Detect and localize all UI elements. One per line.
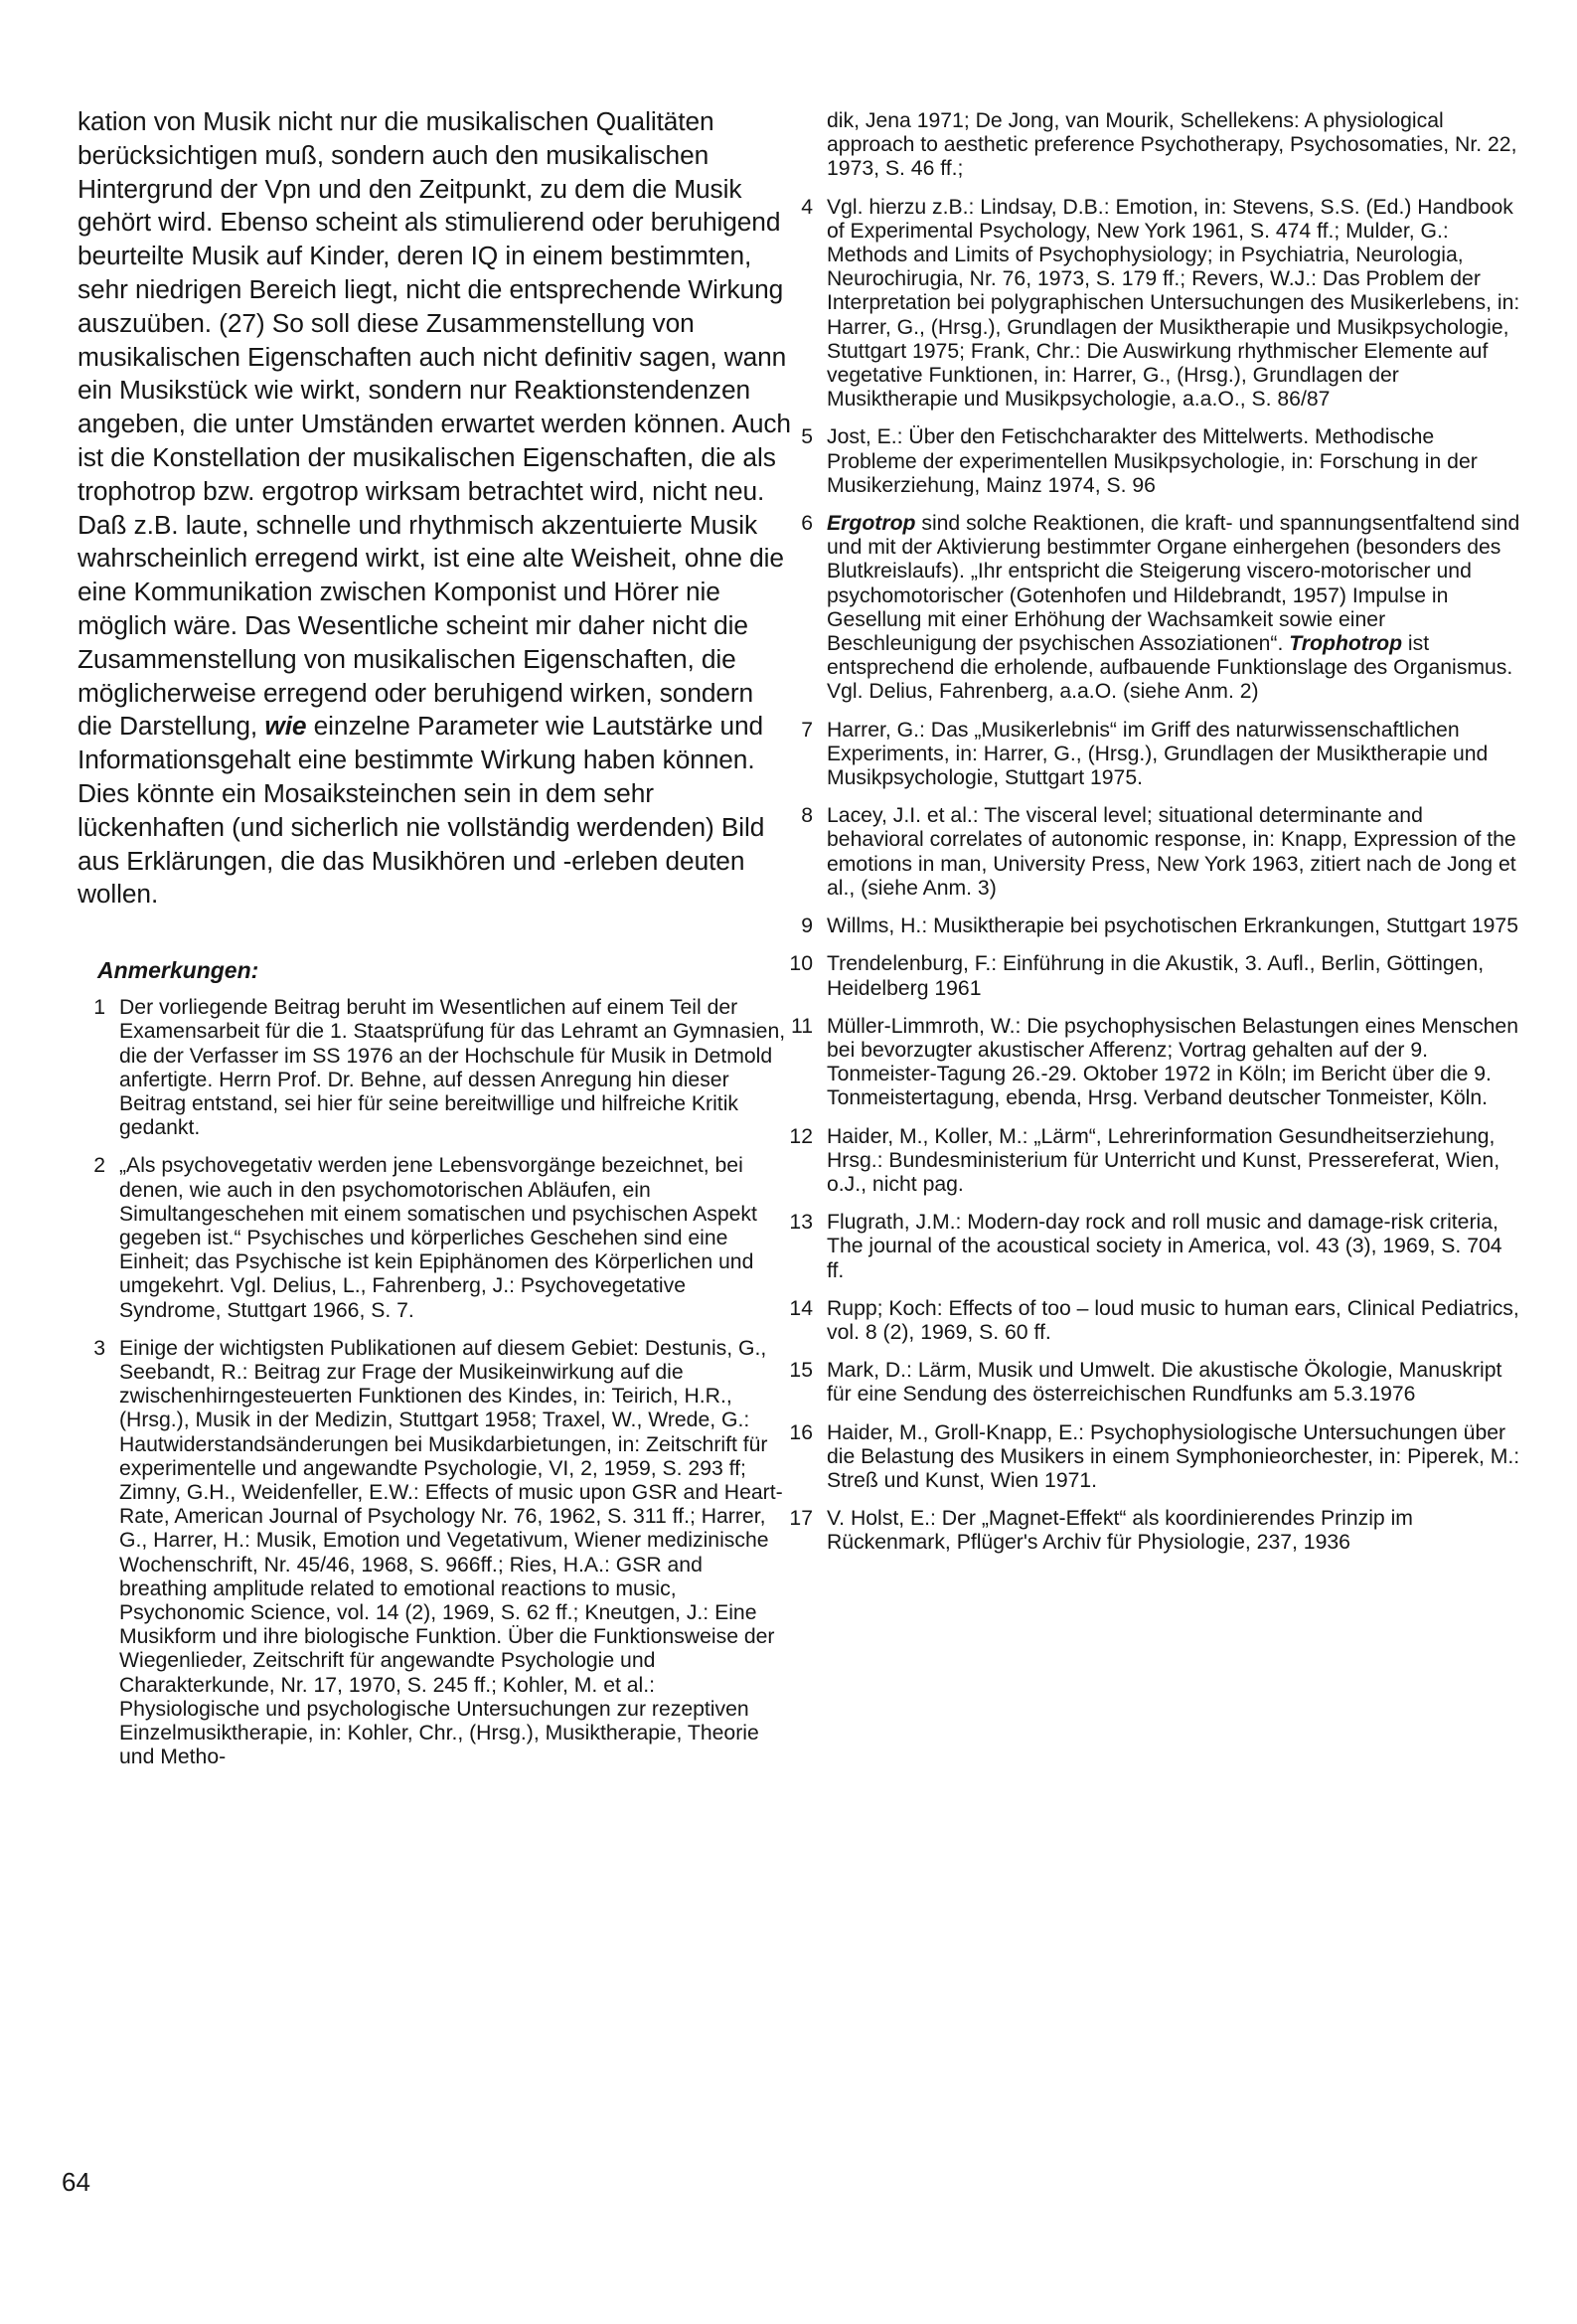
note-text: Rupp; Koch: Effects of too – loud music to human ears, Clinical Pediatrics, vol. 8 (2), 1969, S. 60 ff. xyxy=(827,1296,1519,1344)
note-text: „Als psychovegetativ werden jene Lebensvorgänge bezeichnet, bei denen, wie auch in den psychomotorischen Abläufen, ein Simultangeschehen mit einem somatischen und psychischen Aspekt gegeben ist.“ Psychisches und körperliches Geschehen sind eine Einheit; das Psychische ist kein Epiphänomen des Körperlichen und umgekehrt. Vgl. Delius, L., Fahrenberg, J.: Psychovegetative Syndrome, Stuttgart 1966, S. 7. xyxy=(119,1154,757,1322)
note-number: 14 xyxy=(789,1296,813,1320)
term-trophotrop: Trophotrop xyxy=(1289,632,1403,656)
body-text-part-1: kation von Musik nicht nur die musikalischen Qualitäten berücksichtigen muß, sondern auch den musikalischen Hintergrund der Vpn und den Zeitpunkt, zu dem die Musik gehört wird. Ebenso scheint als stimulierend oder beruhigend beurteilte Musik auf Kinder, deren IQ in einem bestimmten, sehr niedrigen Bereich liegt, nicht die entsprechende Wirkung auszuüben. (27) So soll diese Zusammenstellung von musikalischen Eigenschaften auch nicht definitiv sagen, wann ein Musikstück wie wirkt, sondern nur Reaktionstendenzen angeben, die unter Umständen erwartet werden können. Auch ist die Konstellation der musikalischen Eigenschaften, die als trophotrop bzw. ergotrop wirksam betrachtet wird, nicht neu. Daß z.B. laute, schnelle und rhythmisch akzentuierte Musik wahrscheinlich erregend wirkt, ist eine alte Weisheit, ohne die eine Kommunikation zwischen Komponist und Hörer nie möglich wäre. Das Wesentliche scheint mir daher nicht die Zusammenstellung von musikalischen Eigenschaften, die möglicherweise erregend oder beruhigend wirken, sondern die Darstellung, xyxy=(78,106,791,742)
note-12 xyxy=(789,1124,1522,1198)
note-2 xyxy=(78,1154,793,1322)
note-14 xyxy=(789,1296,1522,1345)
note-number: 10 xyxy=(789,952,813,976)
note-text: Lacey, J.I. et al.: The visceral level; situational determinante and behavioral correlates of autonomic response, in: Knapp, Expression of the emotions in man, University Press, New York 1963, zitiert nach de Jong et al., (siehe Anm. 3) xyxy=(827,804,1516,900)
note-text: Trendelenburg, F.: Einführung in die Akustik, 3. Aufl., Berlin, Göttingen, Heidelberg 1961 xyxy=(827,952,1485,1000)
note-text: Harrer, G.: Das „Musikerlebnis“ im Griff des naturwissenschaftlichen Experiments, in: Harrer, G., (Hrsg.), Grundlagen der Musiktherapie und Musikpsychologie, Stuttgart 1975. xyxy=(827,718,1489,790)
note-text: Mark, D.: Lärm, Musik und Umwelt. Die akustische Ökologie, Manuskript für eine Sendung des österreichischen Rundfunks am 5.3.1976 xyxy=(827,1359,1502,1407)
note-number: 11 xyxy=(791,1014,813,1038)
note-15 xyxy=(789,1359,1522,1407)
note-text: Vgl. hierzu z.B.: Lindsay, D.B.: Emotion, in: Stevens, S.S. (Ed.) Handbook of Experimental Psychology, New York 1961, S. 474 ff.; Mulder, G.: Methods and Limits of Psychophysiology; in Psychiatria, Neurologia, Neurochirugia, Nr. 76, 1973, S. 179 ff.; Revers, W.J.: Das Problem der Interpretation bei polygraphischen Untersuchungen des Musikerlebens, in: Harrer, G., (Hrsg.), Grundlagen der Musiktherapie und Musikpsychologie, Stuttgart 1975; Frank, Chr.: Die Auswirkung rhythmischer Elemente auf vegetative Funktionen, in: Harrer, G., (Hrsg.), Grundlagen der Musiktherapie und Musikpsychologie, a.a.O., S. 86/87 xyxy=(827,195,1520,412)
body-text-part-2: einzelne Parameter wie Lautstärke und Informationsgehalt eine bestimmte Wirkung haben können. Dies könnte ein Mosaiksteinchen sein in dem sehr lückenhaften (und sicherlich nie vollständig werdenden) Bild aus Erklärungen, die das Musikhören und -erleben deuten wollen. xyxy=(78,711,765,910)
note-number: 6 xyxy=(801,512,813,536)
note-number: 13 xyxy=(789,1211,813,1235)
note-text: Haider, M., Groll-Knapp, E.: Psychophysiologische Untersuchungen über die Belastung des Musikers in einem Symphonieorchester, in: Piperek, M.: Streß und Kunst, Wien 1971. xyxy=(827,1420,1520,1492)
note-text: Willms, H.: Musiktherapie bei psychotischen Erkrankungen, Stuttgart 1975 xyxy=(827,914,1518,938)
note-number: 12 xyxy=(789,1124,813,1148)
note-17 xyxy=(789,1507,1522,1555)
note-3 xyxy=(78,1337,793,1770)
note-number: 7 xyxy=(801,718,813,742)
notes-heading: Anmerkungen: xyxy=(97,957,259,984)
note-text-part-2: ist entsprechend die erholende, aufbauende Funktionslage des Organismus. Vgl. Delius, Fahrenberg, a.a.O. (siehe Anm. 2) xyxy=(827,632,1513,704)
note-number: 17 xyxy=(789,1507,813,1531)
note-text: Der vorliegende Beitrag beruht im Wesentlichen auf einem Teil der Examensarbeit für die 1. Staatsprüfung für das Lehramt an Gymnasien, die der Verfasser im SS 1976 an der Hochschule für Musik in Detmold anfertigte. Herrn Prof. Dr. Behne, auf dessen Anregung hin dieser Beitrag entstand, sei hier für seine bereitwillige und hilfreiche Kritik gedankt. xyxy=(119,996,786,1140)
note-11 xyxy=(791,1014,1522,1111)
note-number: 8 xyxy=(801,804,813,828)
note-16 xyxy=(789,1420,1522,1494)
note-number: 9 xyxy=(801,914,813,938)
note-3-continuation: dik, Jena 1971; De Jong, van Mourik, Schellekens: A physiological approach to aesthetic preference Psychotherapy, Psychosomaties, Nr. 22, 1973, S. 46 ff.; xyxy=(827,109,1517,181)
note-6 xyxy=(801,512,1522,705)
note-text: V. Holst, E.: Der „Magnet-Effekt“ als koordinierendes Prinzip im Rückenmark, Pflüger's Archiv für Physiologie, 237, 1936 xyxy=(827,1507,1413,1555)
note-9 xyxy=(801,914,1522,938)
page-number: 64 xyxy=(62,2167,90,2197)
note-4 xyxy=(801,195,1522,413)
note-8 xyxy=(801,804,1522,901)
note-7 xyxy=(801,718,1522,791)
note-text: Haider, M., Koller, M.: „Lärm“, Lehrerinformation Gesundheitserziehung, Hrsg.: Bundesministerium für Unterricht und Kunst, Pressereferat, Wien, o.J., nicht pag. xyxy=(827,1124,1500,1196)
body-paragraph xyxy=(78,105,793,912)
note-5 xyxy=(801,425,1522,498)
left-column xyxy=(78,105,793,1783)
note-number: 15 xyxy=(789,1359,813,1383)
note-text: Einige der wichtigsten Publikationen auf diesem Gebiet: Destunis, G., Seebandt, R.: Beitrag zur Frage der Musikeinwirkung auf die zwischenhirngesteuerten Funktionen des Kindes, in: Teirich, H.R., (Hrsg.), Musik in der Medizin, Stuttgart 1958; Traxel, W., Wrede, G.: Hautwiderstandsänderungen bei Musikdarbietungen, in: Zeitschrift für experimentelle und angewandte Psychologie, VI, 2, 1959, S. 293 ff; Zimny, G.H., Weidenfeller, E.W.: Effects of music upon GSR and Heart-Rate, American Journal of Psychology Nr. 76, 1962, S. 311 ff.; Harrer, G., Harrer, H.: Musik, Emotion und Vegetativum, Wiener medizinische Wochenschrift, Nr. 45/46, 1968, S. 966ff.; Ries, H.A.: GSR and breathing amplitude related to emotional reactions to music, Psychonomic Science, vol. 14 (2), 1969, S. 62 ff.; Kneutgen, J.: Eine Musikform und ihre biologische Funktion. Über die Funktionsweise der Wiegenlieder, Zeitschrift für angewandte Psychologie und Charakterkunde, Nr. 17, 1970, S. 245 ff.; Kohler, M. et al.: Physiologische und psychologische Untersuchungen zur rezeptiven Einzelmusiktherapie, in: Kohler, Chr., (Hrsg.), Musiktherapie, Theorie und Metho- xyxy=(119,1336,783,1769)
note-number: 1 xyxy=(93,996,105,1020)
note-10 xyxy=(789,952,1522,1000)
note-text: Flugrath, J.M.: Modern-day rock and roll music and damage-risk criteria, The journal of the acoustical society in America, vol. 43 (3), 1969, S. 704 ff. xyxy=(827,1211,1502,1282)
note-number: 2 xyxy=(93,1154,105,1178)
term-ergotrop: Ergotrop xyxy=(827,512,916,536)
note-text-part-1: sind solche Reaktionen, die kraft- und spannungsentfaltend sind und mit der Aktivierung bestimmter Organe einhergehen (besonders des Blutkreislaufs). „Ihr entspricht die Steigerung viscero-motorischer und psychomotorischer (Gotenhofen und Hildebrandt, 1957) Impulse in Gesellung mit einer Erhöhung der Wachsamkeit sowie einer Beschleunigung der psychischen Assoziationen“. xyxy=(827,512,1520,656)
note-text: Müller-Limmroth, W.: Die psychophysischen Belastungen eines Menschen bei bevorzugter akustischer Afferenz; Vortrag gehalten auf der 9. Tonmeister-Tagung 26.-29. Oktober 1972 in Köln; im Bericht über die 9. Tonmeistertagung, ebenda, Hrsg. Verband deutscher Tonmeister, Köln. xyxy=(827,1014,1518,1110)
note-1 xyxy=(78,996,793,1140)
note-13 xyxy=(789,1211,1522,1283)
note-text: Jost, E.: Über den Fetischcharakter des Mittelwerts. Methodische Probleme der experimentellen Musikpsychologie, in: Forschung in der Musikerziehung, Mainz 1974, S. 96 xyxy=(827,425,1478,497)
right-column xyxy=(789,109,1522,1570)
emphasis-wie: wie xyxy=(264,711,307,742)
note-number: 4 xyxy=(801,195,813,219)
note-text xyxy=(827,512,1522,705)
note-number: 5 xyxy=(801,425,813,449)
note-number: 16 xyxy=(789,1420,813,1444)
note-number: 3 xyxy=(93,1336,105,1360)
